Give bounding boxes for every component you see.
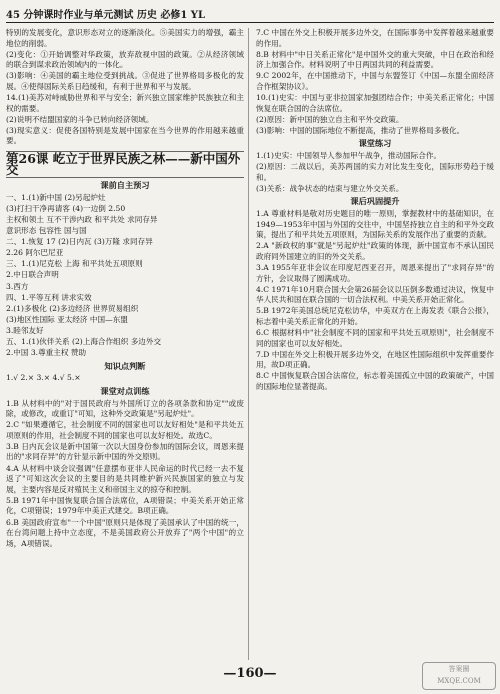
paragraph: 1.A 尊重材料是敬对历史题目的唯一原则，掌握教材中的基础知识，在1949—1953年中国与外国的交往中，中国坚持独立自主的和平外交政策，提出了和平共处五项原则，为国际关系的发展作出了重要的贡献。 [256, 209, 494, 240]
paragraph: 8.C 中国恢复联合国合法席位，标志着美国孤立中国的政策破产，中国的国际地位显著提高。 [256, 371, 494, 391]
answer-line: 一、1.(1)新中国 (2)另起炉灶 [6, 192, 106, 202]
column-divider [248, 28, 249, 660]
left-top-block [6, 28, 244, 147]
judge-answers: 1.√ 2.× 3.× 4.√ 5.× [6, 373, 81, 383]
paragraph: (2)原因：二战以后，美苏两国的实力对比发生变化，国际形势趋于缓和。 [256, 162, 494, 182]
paragraph: 特别的发展变化，意识形态对立的逐渐淡化。⑤美国实力的增强，霸主地位的削弱。 [6, 28, 244, 48]
answer-line: 二、1.恢复 17 (2)日内瓦 (3)万隆 求同存异 [6, 237, 153, 247]
lesson-title: 第26课 屹立于世界民族之林——新中国外交 [6, 151, 244, 178]
answer-line: 3.睦邻友好 [6, 325, 44, 335]
answer-line: 2.26 阿尔巴尼亚 [6, 248, 64, 258]
paragraph: (3)影响：中国的国际地位不断提高，推动了世界格局多极化。 [256, 125, 465, 135]
section-heading-preview: 课前自主预习 [100, 180, 150, 191]
paragraph: 14.(1)美苏对峙威胁世界和平与安全；新兴独立国家维护民族独立和主权的需要。 [6, 93, 244, 113]
paragraph: 7.C 中国在外交上积极开展多边外交，在国际事务中发挥着越来越重要的作用。 [256, 28, 494, 48]
right-column [256, 28, 494, 393]
paragraph: 4.C 1971年10月联合国大会第26届会议以压倒多数通过决议，恢复中华人民共和国在联合国的一切合法权利。中美关系开始正常化。 [256, 284, 494, 305]
paragraph: 3.A 1955年亚非会议在印度尼西亚召开，周恩来提出了"求同存异"的方针，会议取得了圆满成功。 [256, 262, 494, 283]
paragraph: (2)变化：①开始调整对华政策，放弃敌视中国的政策。②从经济领域的联合到谋求政治领域内的一体化。 [6, 49, 244, 70]
paragraph: 5.B 1972年美国总统尼克松访华，中美双方在上海发表《联合公报》，标志着中美关系正常化的开始。 [256, 306, 494, 326]
practice-answers [256, 151, 494, 194]
paragraph: 1.B 从材料中的"对于国民政府与外国所订立的各项条款和协定""或废除，或修改，或重订"可知，这种外交政策是"另起炉灶"。 [6, 398, 244, 419]
paragraph: 8.B 材料中"中日关系正常化"是中国外交的重大突破，中日在政治和经济上加强合作。材料说明了中日两国共同的利益需要。 [256, 49, 494, 70]
page-header: 45 分钟课时作业与单元测试 历史 必修1 YL [6, 6, 494, 23]
training-answers [6, 399, 244, 550]
paragraph: (2)说明不结盟国家的斗争已转向经济领域。 [6, 114, 154, 124]
watermark-line1: 答案圈 [448, 665, 470, 673]
paragraph: 4.A 从材料中谈会议强调"任意摆布亚非人民命运的时代已经一去不复返了"可知这次会议的主要目的是共同维护新兴民族国家的独立与发展，主要内容是反对殖民主义和帝国主义的掠夺和控制。 [6, 463, 244, 494]
watermark-logo [422, 662, 496, 690]
page-number: —160— [223, 666, 277, 681]
left-column [6, 28, 244, 550]
section-heading-training: 课堂对点训练 [100, 385, 150, 396]
answer-line: 三、1.(1)尼克松 上海 和平共处五项原则 [6, 259, 143, 269]
preview-answers [6, 193, 244, 359]
answer-line: 3.西方 [6, 281, 29, 291]
answer-line: (3)地区性国际 亚太经济 中国—东盟 [6, 314, 128, 324]
section-heading-practice: 课堂练习 [358, 138, 392, 149]
paragraph: 2.A "新政权的事"就是"另起炉灶"政策的体现，新中国宣布不承认国民政府同外国建立的旧的外交关系。 [256, 241, 494, 261]
answer-line: 意识形态 包容性 国与国 [6, 226, 87, 236]
paragraph: (2)原因：新中国的独立自主和平外交政策。 [256, 114, 404, 124]
answer-line: 主权和领土 互不干涉内政 和平共处 求同存异 [6, 215, 158, 224]
paragraph: (3)现实意义：促使各国特别是发展中国家在当今世界的作用越来越重要。 [6, 125, 244, 146]
paragraph: (3)关系：战争状态的结束与建立外交关系。 [256, 183, 404, 193]
paragraph: 10.(1)史实：中国与亚非拉国家加强团结合作；中美关系正常化；中国恢复在联合国的合法席位。 [256, 93, 494, 113]
answer-line: 五、1.(1)伙伴关系 (2)上海合作组织 多边外交 [6, 337, 162, 347]
answer-line: 2.(1)多极化 (2)多边经济 世界贸易组织 [6, 303, 139, 313]
answer-line: 2.中国 3.尊重主权 赞助 [6, 348, 87, 358]
paragraph: 1.(1)史实：中国领导人参加甲午战争，推动国际合作。 [256, 151, 442, 161]
paragraph: 3.B 日内瓦会议是新中国第一次以大国身份参加的国际会议，周恩来提出的"求同存异"的方针显示新中国的外交原则。 [6, 441, 244, 462]
section-heading-consolidate: 课后巩固提升 [350, 196, 400, 207]
paragraph: 5.B 1971年中国恢复联合国合法席位，A项错误；中美关系开始正常化，C项错误；1979年中美正式建交。B项正确。 [6, 495, 244, 516]
answer-line: (3)打扫干净再请客 (4)一边倒 2.50 [6, 203, 126, 213]
paragraph: (3)影响：④美国的霸主地位受到挑战。③促进了世界格局多极化的发展。④使得国际关系日趋缓和，有利于世界和平与发展。 [6, 71, 244, 91]
paragraph: 6.B 美国政府宣布"一个中国"原则只是体现了美国承认了中国的统一，在台湾问题上持中立态度，不是美国政府公开放弃了"两个中国"的立场，A项错误。 [6, 517, 244, 548]
answer-line: 2.中日联合声明 [6, 270, 59, 280]
watermark-line2: MXQE.COM [437, 677, 481, 685]
answer-line: 四、1.平等互利 讲求实效 [6, 292, 92, 302]
paragraph: 6.C 根据材料中"社会制度不同的国家和平共处五项原则"，社会制度不同的国家也可以友好相处。 [256, 328, 494, 348]
paragraph: 2.C "如果遵循它，社会制度不同的国家也可以友好相处"是和平共处五项原则的作用，社会制度不同的国家也可以友好相处。故选C。 [6, 420, 244, 440]
paragraph: 7.D 中国在外交上积极开展多边外交，在地区性国际组织中发挥重要作用，故D项正确。 [256, 349, 494, 370]
section-heading-judge: 知识点判断 [104, 360, 146, 371]
paragraph: 9.C 2002年，在中国推动下，中国与东盟签订《中国—东盟全面经济合作框架协议》。 [256, 71, 494, 91]
right-top-block [256, 28, 494, 136]
consolidate-answers [256, 209, 494, 393]
